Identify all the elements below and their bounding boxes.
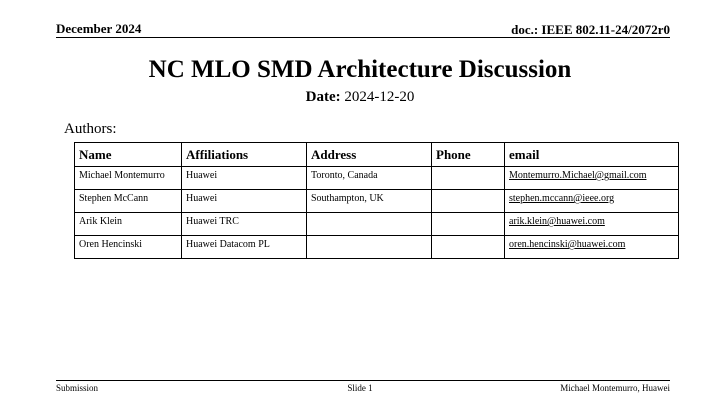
slide-date (0, 89, 720, 106)
author-phone (432, 167, 505, 190)
header-rule (56, 37, 670, 38)
date-label: Date: (305, 89, 341, 105)
column-header-phone: Phone (432, 143, 505, 167)
author-email-cell (505, 236, 679, 259)
footer-author: Michael Montemurro, Huawei (560, 383, 670, 393)
table-row (75, 190, 679, 213)
authors-table (74, 142, 679, 259)
author-phone (432, 213, 505, 236)
author-name: Michael Montemurro (75, 167, 182, 190)
author-name: Arik Klein (75, 213, 182, 236)
table-header-row (75, 143, 679, 167)
authors-label: Authors: (64, 121, 117, 137)
author-address (307, 236, 432, 259)
author-name: Stephen McCann (75, 190, 182, 213)
table-row (75, 213, 679, 236)
author-address: Toronto, Canada (307, 167, 432, 190)
author-email-link[interactable]: arik.klein@huawei.com (509, 216, 605, 227)
slide-title: NC MLO SMD Architecture Discussion (148, 56, 572, 83)
column-header-name: Name (75, 143, 182, 167)
author-email-cell (505, 167, 679, 190)
header-doc-id: doc.: IEEE 802.11-24/2072r0 (511, 22, 670, 37)
table-row (75, 236, 679, 259)
footer-rule (56, 380, 670, 381)
author-name: Oren Hencinski (75, 236, 182, 259)
header-date: December 2024 (56, 21, 142, 36)
author-email-link[interactable]: Montemurro.Michael@gmail.com (509, 170, 647, 181)
author-address (307, 213, 432, 236)
author-email-cell (505, 213, 679, 236)
author-affiliation: Huawei (182, 190, 307, 213)
author-address: Southampton, UK (307, 190, 432, 213)
column-header-address: Address (307, 143, 432, 167)
author-email-cell (505, 190, 679, 213)
author-phone (432, 190, 505, 213)
column-header-affiliations: Affiliations (182, 143, 307, 167)
table-row (75, 167, 679, 190)
footer-submission: Submission (56, 383, 99, 393)
author-affiliation: Huawei (182, 167, 307, 190)
author-affiliation: Huawei Datacom PL (182, 236, 307, 259)
footer-slide-number: Slide 1 (347, 383, 373, 393)
column-header-email: email (505, 143, 679, 167)
author-affiliation: Huawei TRC (182, 213, 307, 236)
author-phone (432, 236, 505, 259)
author-email-link[interactable]: oren.hencinski@huawei.com (509, 239, 626, 250)
author-email-link[interactable]: stephen.mccann@ieee.org (509, 193, 615, 204)
date-value: 2024-12-20 (344, 89, 415, 105)
